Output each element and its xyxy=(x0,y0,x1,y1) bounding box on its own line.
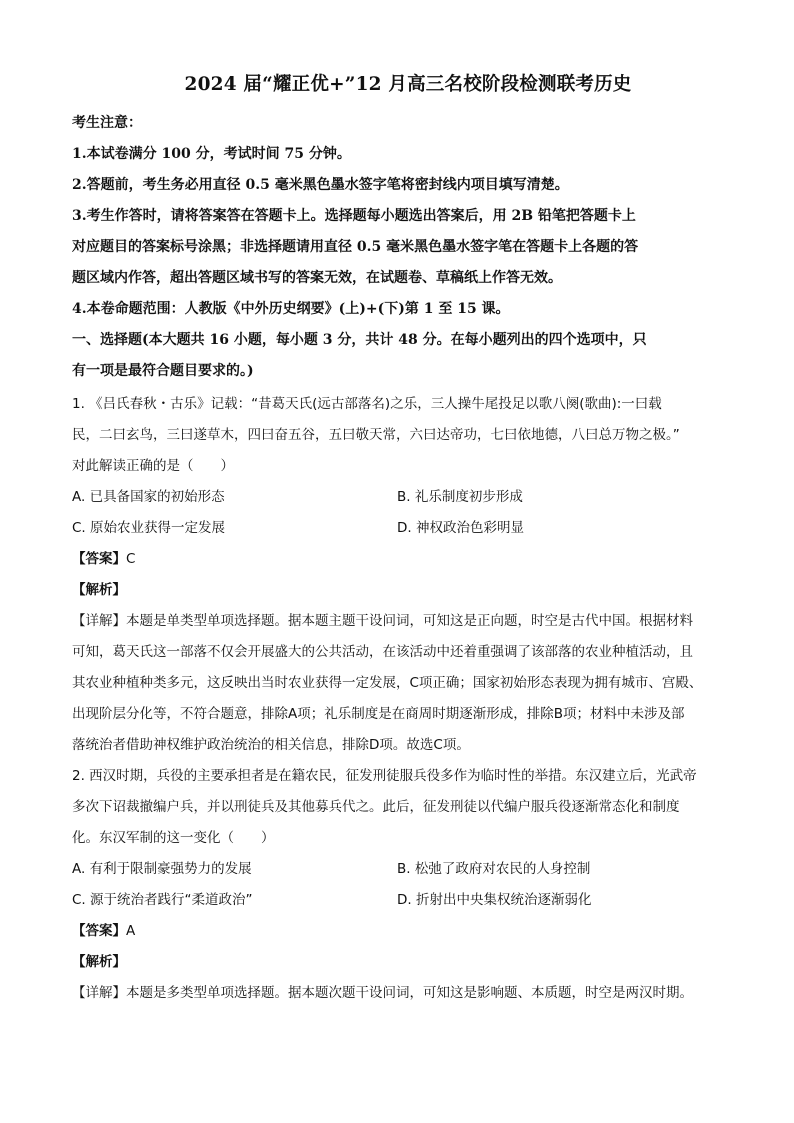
notice-item: 4.本卷命题范围：人教版《中外历史纲要》(上)+(下)第 1 至 15 课。 xyxy=(72,301,510,317)
option-c: C. 原始农业获得一定发展 xyxy=(72,520,226,536)
question-stem: 民，二曰玄鸟，三曰遂草木，四曰奋五谷，五曰敬天常，六曰达帝功，七曰依地德，八曰总万物之极。” xyxy=(72,427,680,443)
detail-line: 出现阶层分化等，不符合题意，排除A项；礼乐制度是在商周时期逐渐形成，排除B项；材料中未涉及部 xyxy=(72,706,685,722)
question-stem: 化。东汉军制的这一变化（ ） xyxy=(72,830,275,846)
analysis-label: 【解析】 xyxy=(72,954,126,970)
exam-title: 2024 届“耀正优+”12 月高三名校阶段检测联考历史 xyxy=(184,74,632,95)
option-list xyxy=(72,482,732,544)
question-stem: 多次下诏裁撤编户兵，并以刑徒兵及其他募兵代之。此后，征发刑徒以代编户服兵役逐渐常态化和制度 xyxy=(72,799,680,815)
notice-item: 3.考生作答时，请将答案答在答题卡上。选择题每小题选出答案后，用 2B 铅笔把答题卡上 xyxy=(72,208,636,224)
option-c: C. 源于统治者践行“柔道政治” xyxy=(72,892,253,908)
detail-line: 【详解】本题是单类型单项选择题。据本题主题干设问词，可知这是正向题，时空是古代中国。根据材料 xyxy=(72,613,693,629)
section-heading: 一、选择题(本大题共 16 小题，每小题 3 分，共计 48 分。在每小题列出的四个选项中，只 xyxy=(72,332,647,348)
question-stem: 1. 《吕氏春秋・古乐》记载：“昔葛天氏(远古部落名)之乐，三人操牛尾投足以歌八阕(歌曲):一曰载 xyxy=(72,396,662,412)
answer-line xyxy=(72,916,744,947)
question-stem: 对此解读正确的是（ ） xyxy=(72,458,234,474)
section-heading: 有一项是最符合题目要求的。) xyxy=(72,363,254,379)
option-d: D. 折射出中央集权统治逐渐弱化 xyxy=(397,892,592,908)
analysis-line xyxy=(72,575,744,606)
detail-line: 其农业种植种类多元，这反映出当时农业获得一定发展，C项正确；国家初始形态表现为拥有城市、宫殿、 xyxy=(72,675,703,691)
detail-line: 【详解】本题是多类型单项选择题。据本题次题干设问词，可知这是影响题、本质题，时空是两汉时期。 xyxy=(72,985,693,1001)
answer-line xyxy=(72,544,744,575)
notice-item: 题区域内作答，超出答题区域书写的答案无效，在试题卷、草稿纸上作答无效。 xyxy=(72,270,562,286)
question-2 xyxy=(72,761,744,1009)
option-b: B. 松弛了政府对农民的人身控制 xyxy=(397,861,591,877)
notice-item: 1.本试卷满分 100 分，考试时间 75 分钟。 xyxy=(72,146,351,162)
option-list xyxy=(72,854,732,916)
notice-item: 对应题目的答案标号涂黑；非选择题请用直径 0.5 毫米黑色墨水签字笔在答题卡上各题的答 xyxy=(72,239,639,255)
question-stem: 2. 西汉时期，兵役的主要承担者是在籍农民，征发刑徒服兵役多作为临时性的举措。东汉建立后，光武帝 xyxy=(72,768,697,784)
answer-label: 【答案】 xyxy=(72,551,126,567)
option-b: B. 礼乐制度初步形成 xyxy=(397,489,523,505)
analysis-label: 【解析】 xyxy=(72,582,126,598)
question-1 xyxy=(72,389,744,761)
option-a: A. 有利于限制豪强势力的发展 xyxy=(72,861,252,877)
detail-line: 可知，葛天氏这一部落不仅会开展盛大的公共活动，在该活动中还着重强调了该部落的农业种植活动，且 xyxy=(72,644,693,660)
option-a: A. 已具备国家的初始形态 xyxy=(72,489,225,505)
analysis-line xyxy=(72,947,744,978)
answer-value: A xyxy=(126,923,136,939)
notice-block xyxy=(72,108,744,387)
answer-label: 【答案】 xyxy=(72,923,126,939)
detail-line: 落统治者借助神权维护政治统治的相关信息，排除D项。故选C项。 xyxy=(72,737,470,753)
option-d: D. 神权政治色彩明显 xyxy=(397,520,524,536)
answer-value: C xyxy=(126,551,136,567)
notice-heading: 考生注意： xyxy=(72,115,142,131)
notice-item: 2.答题前，考生务必用直径 0.5 毫米黑色墨水签字笔将密封线内项目填写清楚。 xyxy=(72,177,569,193)
